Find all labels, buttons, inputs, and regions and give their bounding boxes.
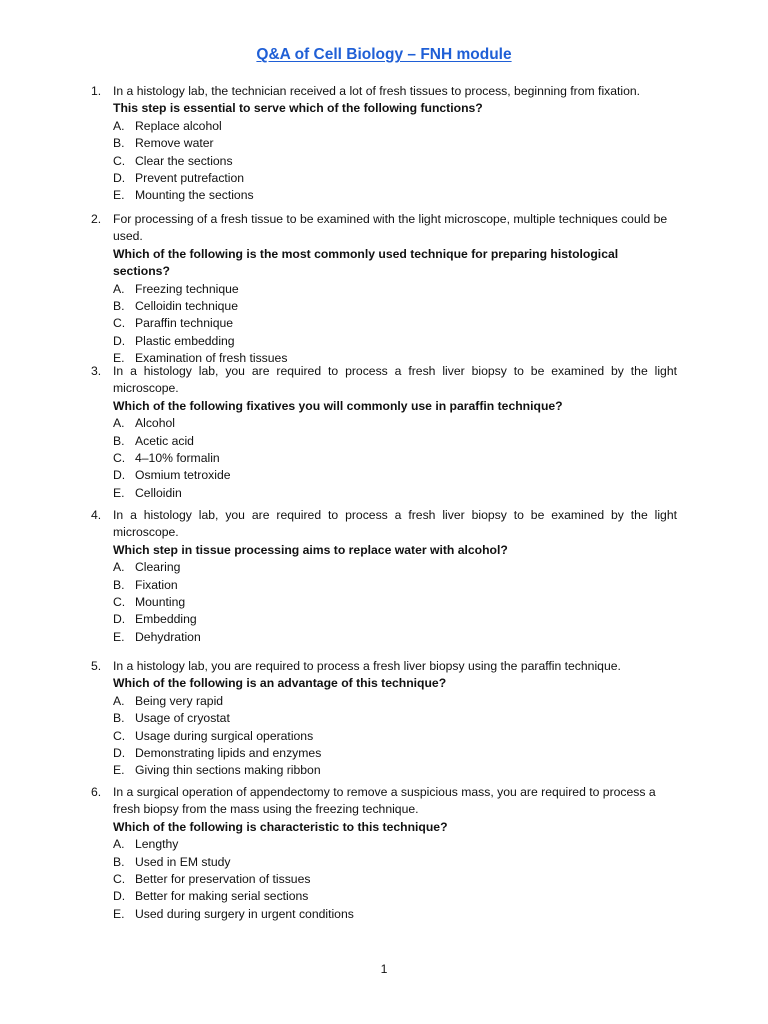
option-a: [113, 281, 677, 298]
option-list: [113, 559, 677, 646]
question-stem: In a histology lab, you are required to process a fresh liver biopsy to be examined by the light microscope.: [113, 508, 677, 540]
option-text: Celloidin technique: [135, 299, 238, 314]
option-text: Lengthy: [135, 837, 179, 852]
question-3: [91, 363, 677, 502]
option-letter: C.: [113, 728, 126, 743]
option-text: Usage during surgical operations: [135, 728, 314, 743]
option-letter: A.: [113, 416, 125, 431]
option-letter: D.: [113, 333, 126, 348]
option-a: [113, 415, 677, 432]
option-letter: D.: [113, 468, 126, 483]
option-text: Clear the sections: [135, 153, 233, 168]
option-c: [113, 153, 677, 170]
option-letter: B.: [113, 854, 125, 869]
option-d: [113, 170, 677, 187]
option-a: [113, 118, 677, 135]
question-6: [91, 784, 677, 923]
option-text: Usage of cryostat: [135, 711, 230, 726]
question-number: 1.: [91, 84, 102, 98]
option-letter: A.: [113, 281, 125, 296]
option-list: [113, 693, 677, 780]
option-a: [113, 836, 677, 853]
option-e: [113, 906, 677, 923]
option-text: Plastic embedding: [135, 333, 235, 348]
option-list: [113, 415, 677, 502]
question-prompt: This step is essential to serve which of the following functions?: [113, 101, 483, 116]
question-stem: In a histology lab, the technician received a lot of fresh tissues to process, beginning from fixation.: [113, 84, 641, 98]
option-e: [113, 187, 677, 204]
option-letter: A.: [113, 560, 125, 575]
option-b: [113, 433, 677, 450]
question-number: 4.: [91, 508, 102, 522]
option-letter: C.: [113, 153, 126, 168]
question-prompt: Which of the following is characteristic to this technique?: [113, 819, 448, 834]
option-text: Acetic acid: [135, 433, 194, 448]
option-letter: E.: [113, 485, 125, 500]
question-prompt: Which of the following is the most commonly used technique for preparing histological sections?: [113, 246, 619, 279]
option-letter: C.: [113, 316, 126, 331]
option-text: Fixation: [135, 577, 178, 592]
option-letter: D.: [113, 171, 126, 186]
option-list: [113, 836, 677, 923]
option-text: Demonstrating lipids and enzymes: [135, 746, 322, 761]
option-letter: A.: [113, 118, 125, 133]
option-letter: C.: [113, 451, 126, 466]
question-stem: In a histology lab, you are required to process a fresh liver biopsy to be examined by the light microscope.: [113, 364, 677, 396]
option-text: Remove water: [135, 136, 214, 151]
question-stem: For processing of a fresh tissue to be examined with the light microscope, multiple techniques could be used.: [113, 212, 668, 244]
option-letter: B.: [113, 577, 125, 592]
option-letter: B.: [113, 711, 125, 726]
option-list: [113, 281, 677, 368]
option-b: [113, 577, 677, 594]
question-2: [91, 211, 677, 368]
question-prompt: Which of the following is an advantage of this technique?: [113, 676, 447, 691]
option-b: [113, 854, 677, 871]
option-letter: A.: [113, 693, 125, 708]
option-d: [113, 333, 677, 350]
option-text: 4–10% formalin: [135, 451, 220, 466]
option-letter: E.: [113, 351, 125, 366]
question-number: 2.: [91, 212, 102, 226]
option-text: Celloidin: [135, 485, 182, 500]
option-text: Osmium tetroxide: [135, 468, 231, 483]
question-4: [91, 507, 677, 646]
question-stem: In a surgical operation of appendectomy to remove a suspicious mass, you are required to process a fresh biopsy from the mass using the freezing technique.: [113, 785, 656, 817]
question-number: 3.: [91, 364, 102, 378]
option-b: [113, 710, 677, 727]
option-d: [113, 745, 677, 762]
option-letter: D.: [113, 889, 126, 904]
option-b: [113, 135, 677, 152]
option-letter: A.: [113, 837, 125, 852]
option-c: [113, 450, 677, 467]
question-5: [91, 658, 677, 780]
option-letter: B.: [113, 433, 125, 448]
option-e: [113, 485, 677, 502]
question-1: [91, 83, 677, 205]
option-text: Better for making serial sections: [135, 889, 309, 904]
option-letter: E.: [113, 188, 125, 203]
question-prompt: Which step in tissue processing aims to replace water with alcohol?: [113, 542, 508, 557]
option-c: [113, 594, 677, 611]
option-c: [113, 871, 677, 888]
option-list: [113, 118, 677, 205]
option-letter: E.: [113, 629, 125, 644]
option-d: [113, 888, 677, 905]
option-c: [113, 728, 677, 745]
option-e: [113, 762, 677, 779]
option-text: Replace alcohol: [135, 118, 222, 133]
option-b: [113, 298, 677, 315]
option-text: Being very rapid: [135, 693, 224, 708]
option-letter: D.: [113, 612, 126, 627]
question-number: 6.: [91, 785, 102, 799]
option-text: Dehydration: [135, 629, 201, 644]
option-text: Paraffin technique: [135, 316, 234, 331]
option-text: Embedding: [135, 612, 197, 627]
option-text: Clearing: [135, 560, 181, 575]
option-text: Prevent putrefaction: [135, 171, 245, 186]
option-a: [113, 559, 677, 576]
option-letter: D.: [113, 746, 126, 761]
page-number: 1: [380, 962, 388, 976]
option-d: [113, 467, 677, 484]
option-text: Mounting the sections: [135, 188, 254, 203]
option-e: [113, 629, 677, 646]
option-c: [113, 315, 677, 332]
option-d: [113, 611, 677, 628]
option-letter: B.: [113, 299, 125, 314]
option-text: Used in EM study: [135, 854, 231, 869]
option-text: Mounting: [135, 595, 186, 610]
question-prompt: Which of the following fixatives you will commonly use in paraffin technique?: [113, 398, 563, 413]
option-text: Giving thin sections making ribbon: [135, 763, 321, 778]
option-letter: B.: [113, 136, 125, 151]
option-text: Freezing technique: [135, 281, 239, 296]
option-text: Used during surgery in urgent conditions: [135, 906, 354, 921]
option-text: Examination of fresh tissues: [135, 351, 288, 366]
option-letter: C.: [113, 872, 126, 887]
option-letter: E.: [113, 906, 125, 921]
question-number: 5.: [91, 659, 102, 673]
option-a: [113, 693, 677, 710]
option-text: Better for preservation of tissues: [135, 872, 311, 887]
page-title: Q&A of Cell Biology – FNH module: [256, 46, 512, 63]
option-letter: C.: [113, 595, 126, 610]
option-text: Alcohol: [135, 416, 175, 431]
option-letter: E.: [113, 763, 125, 778]
question-stem: In a histology lab, you are required to process a fresh liver biopsy using the paraffin technique.: [113, 659, 621, 673]
